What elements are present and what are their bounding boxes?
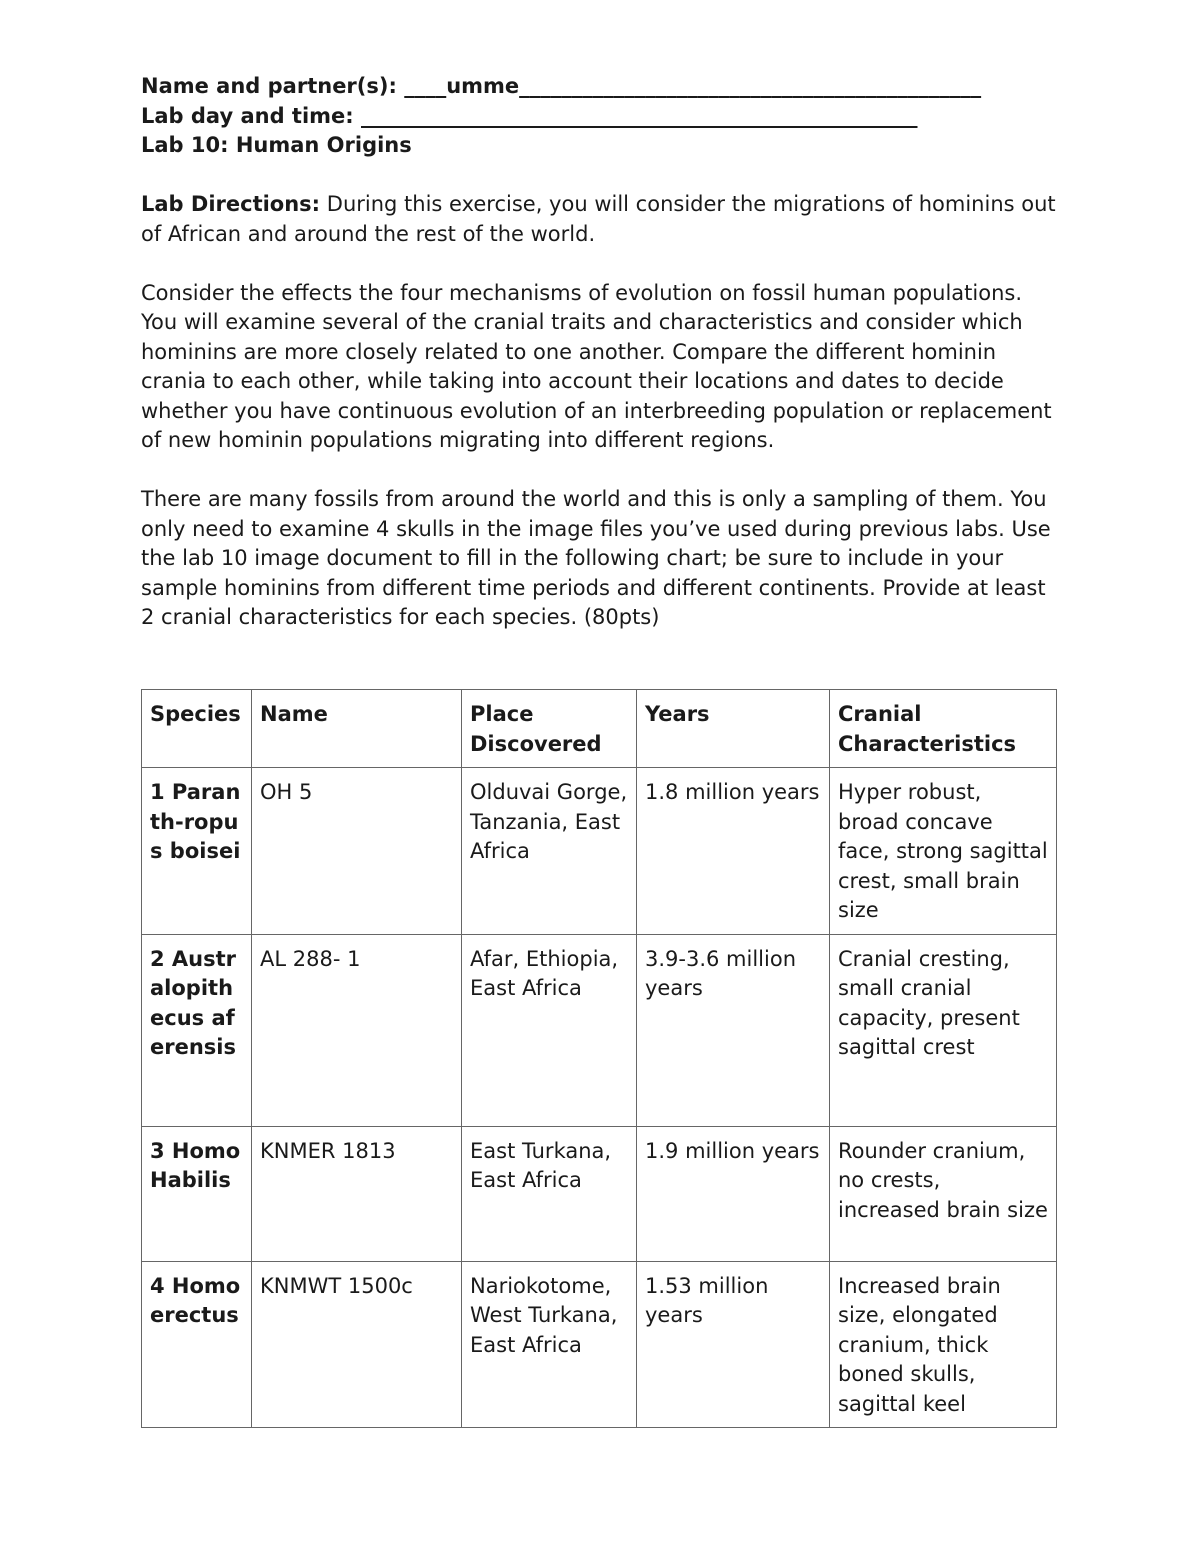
lab-directions-text: During this exercise, you will consider the migrations of hominins out of African and around the rest of the world. (141, 192, 1056, 246)
cell-years: 1.9 million years (637, 1126, 830, 1261)
cell-name: KNMER 1813 (252, 1126, 462, 1261)
cell-name: OH 5 (252, 768, 462, 935)
cell-species: 2 Australopithecus aferensis (142, 934, 252, 1126)
cell-place: Afar, Ethiopia, East Africa (462, 934, 637, 1126)
header-cranial: Cranial Characteristics (830, 690, 1057, 768)
header-name: Name (252, 690, 462, 768)
cell-years: 3.9-3.6 million years (637, 934, 830, 1126)
table-header-row (142, 690, 1057, 768)
hominin-chart (141, 689, 1057, 1428)
lab-day-label: Lab day and time: (141, 103, 354, 128)
cell-cranial: Cranial cresting, small cranial capacity, present sagittal crest (830, 934, 1057, 1126)
lab-day-line (141, 102, 1061, 132)
cell-cranial: Hyper robust, broad concave face, strong sagittal crest, small brain size (830, 768, 1057, 935)
document-page (141, 72, 1061, 633)
cell-years: 1.53 million years (637, 1261, 830, 1428)
cell-name: AL 288- 1 (252, 934, 462, 1126)
paragraph-instructions: There are many fossils from around the world and this is only a sampling of them. You only need to examine 4 skulls in the image files you’ve used during previous labs. Use the lab 10 image document to fill in the following chart; be sure to include in your sample hominins from different time periods and different continents. Provide at least 2 cranial characteristics for each species. (80pts) (141, 487, 1051, 629)
cell-place: Nariokotome, West Turkana, East Africa (462, 1261, 637, 1428)
header-place: Place Discovered (462, 690, 637, 768)
cell-cranial: Rounder cranium, no crests, increased brain size (830, 1126, 1057, 1261)
table-row (142, 934, 1057, 1126)
header-species: Species (142, 690, 252, 768)
table-row (142, 768, 1057, 935)
cell-years: 1.8 million years (637, 768, 830, 935)
name-partner-label: Name and partner(s): (141, 74, 397, 98)
cell-place: Olduvai Gorge, Tanzania, East Africa (462, 768, 637, 935)
cell-name: KNMWT 1500c (252, 1261, 462, 1428)
cell-species: 1 Paranth-ropus boisei (142, 768, 252, 935)
header-years: Years (637, 690, 830, 768)
lab-title: Lab 10: Human Origins (141, 133, 412, 157)
cell-cranial: Increased brain size, elongated cranium, thick boned skulls, sagittal keel (830, 1261, 1057, 1428)
table-row (142, 1261, 1057, 1428)
lab-directions (141, 190, 1061, 249)
cell-species: 4 Homo erectus (142, 1261, 252, 1428)
name-partner-line (141, 72, 1061, 102)
lab-directions-label: Lab Directions: (141, 192, 321, 216)
paragraph-mechanisms: Consider the effects the four mechanisms of evolution on fossil human populations. You will examine several of the cranial traits and characteristics and consider which hominins are more closely related to one another. Compare the different hominin crania to each other, while taking into account their locations and dates to decide whether you have continuous evolution of an interbreeding population or replacement of new hominin populations migrating into different regions. (141, 280, 1052, 452)
table-row (142, 1126, 1057, 1261)
cell-place: East Turkana, East Africa (462, 1126, 637, 1261)
lab-day-value: _____________________________________________________ (353, 103, 918, 128)
name-partner-value: ____umme____________________________________________ (396, 74, 982, 98)
cell-species: 3 Homo Habilis (142, 1126, 252, 1261)
